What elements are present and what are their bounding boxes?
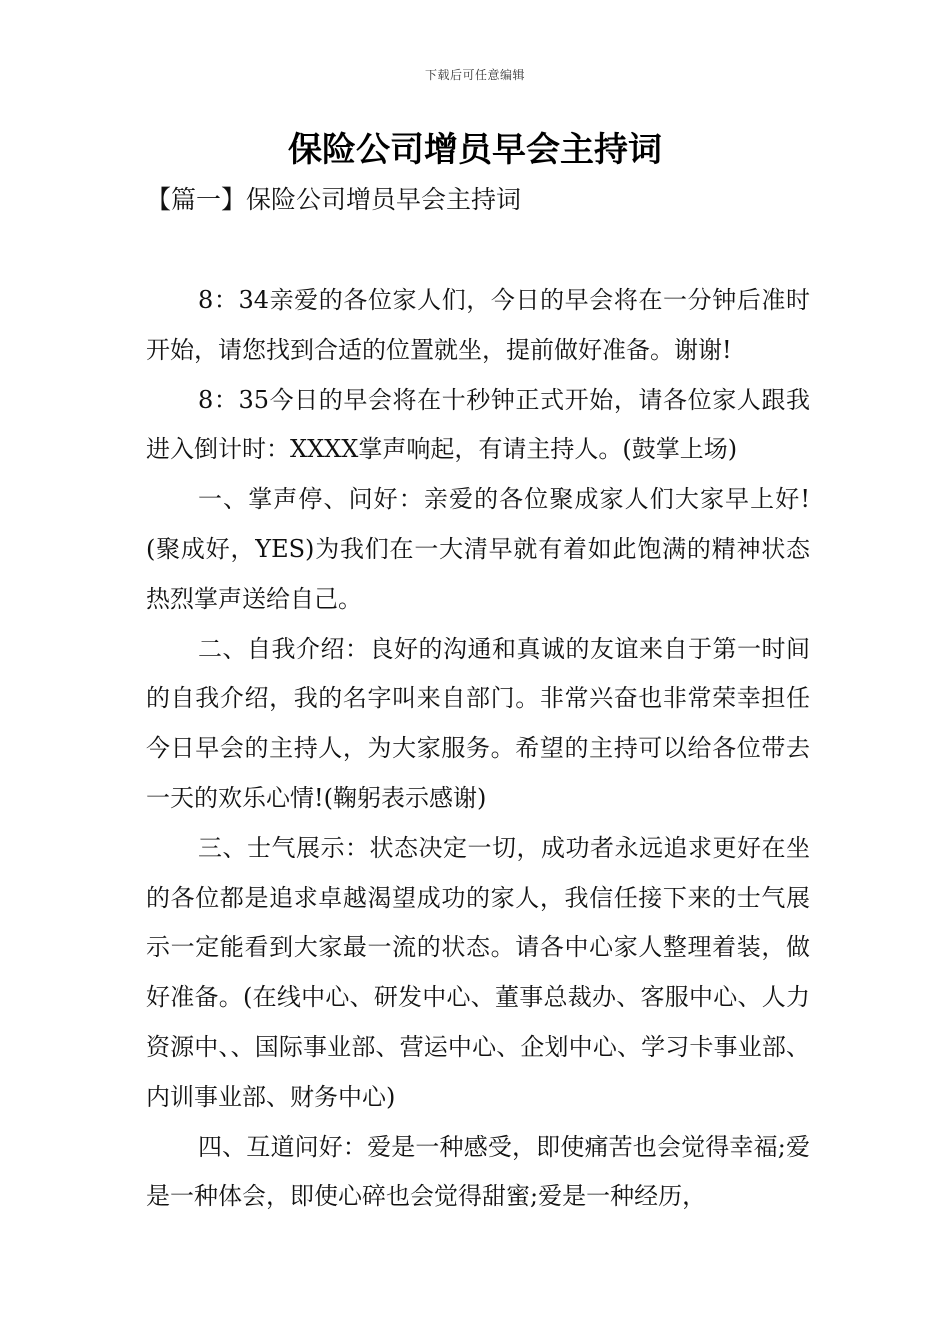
section-heading: 【篇一】保险公司增员早会主持词 xyxy=(146,185,522,214)
paragraph-countdown-1: 8：34亲爱的各位家人们，今日的早会将在一分钟后准时开始，请您找到合适的位置就坐，提前做好准备。谢谢! xyxy=(146,286,810,364)
header-note: 下载后可任意编辑 xyxy=(424,68,525,82)
paragraph-self-introduction: 二、自我介绍：良好的沟通和真诚的友谊来自于第一时间的自我介绍，我的名字叫来自部门。非常兴奋也非常荣幸担任今日早会的主持人，为大家服务。希望的主持可以给各位带去一天的欢乐心情!(鞠躬表示感谢) xyxy=(146,634,810,812)
paragraph-mutual-greeting: 四、互道问好：爱是一种感受，即使痛苦也会觉得幸福;爱是一种体会，即使心碎也会觉得甜蜜;爱是一种经历， xyxy=(146,1132,810,1211)
paragraph-morale-display: 三、士气展示：状态决定一切，成功者永远追求更好在坐的各位都是追求卓越渴望成功的家人，我信任接下来的士气展示一定能看到大家最一流的状态。请各中心家人整理着装，做好准备。(在线中心、研发中心、董事总裁办、客服中心、人力资源中、、国际事业部、营运中心、企划中心、学习卡事业部、内训事业部、财务中心) xyxy=(146,833,810,1111)
paragraph-greeting: 一、掌声停、问好：亲爱的各位聚成家人们大家早上好!(聚成好，YES)为我们在一大清早就有着如此饱满的精神状态热烈掌声送给自己。 xyxy=(146,485,810,613)
paragraph-countdown-2: 8：35今日的早会将在十秒钟正式开始，请各位家人跟我进入倒计时：XXXX掌声响起，有请主持人。(鼓掌上场) xyxy=(146,385,810,464)
document-title: 保险公司增员早会主持词 xyxy=(288,130,662,170)
document-body xyxy=(146,276,810,1222)
